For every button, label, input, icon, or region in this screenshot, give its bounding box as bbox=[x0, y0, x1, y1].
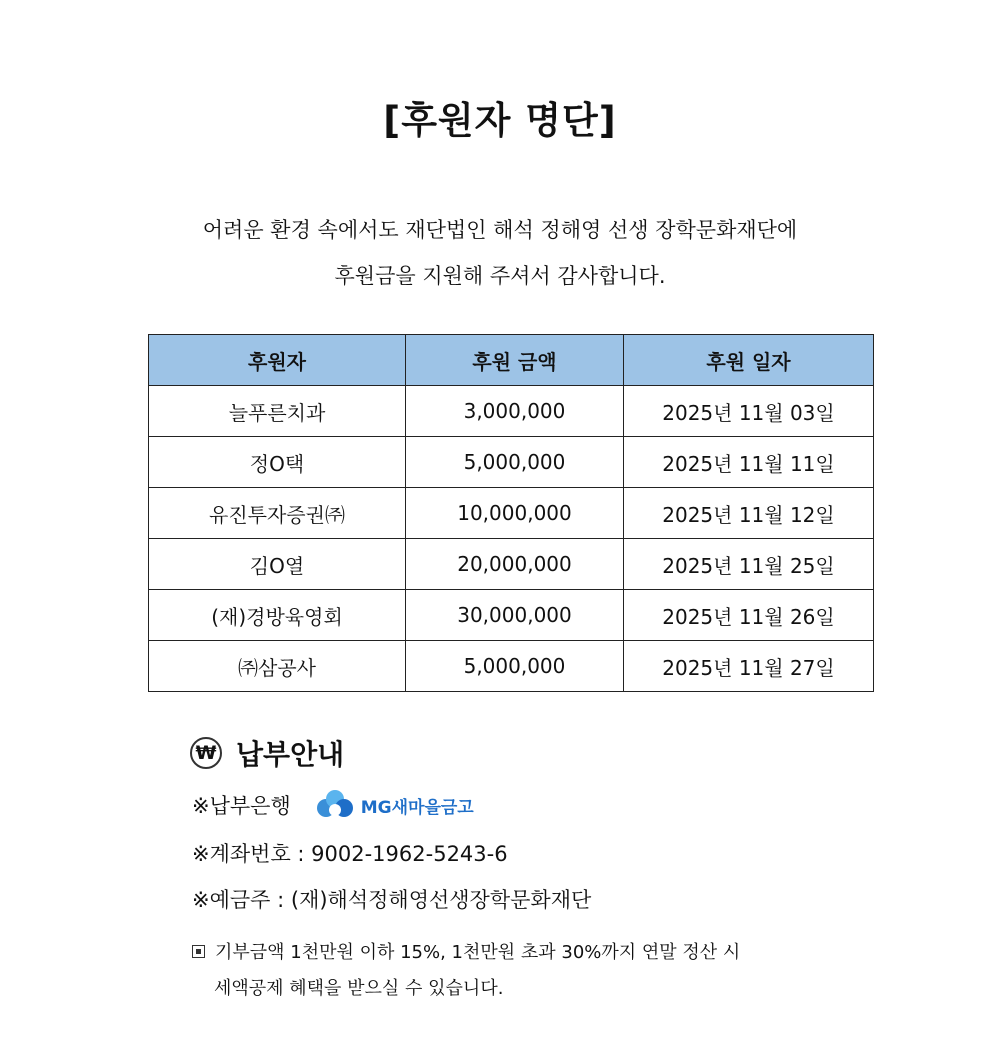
donation-date: 2025년 11월 11일 bbox=[624, 437, 874, 488]
cloud-logo-icon bbox=[315, 788, 355, 822]
donor-table bbox=[148, 334, 874, 692]
donation-amount: 3,000,000 bbox=[406, 386, 624, 437]
mg-bank-logo bbox=[315, 788, 474, 822]
donation-date: 2025년 11월 25일 bbox=[624, 539, 874, 590]
mg-bank-logo-text: MG새마을금고 bbox=[360, 797, 474, 818]
donation-amount: 5,000,000 bbox=[406, 437, 624, 488]
donation-amount: 5,000,000 bbox=[406, 641, 624, 692]
table-header-row bbox=[149, 335, 874, 386]
account-holder: ※예금주 : (재)해석정해영선생장학문화재단 bbox=[192, 888, 592, 912]
donor-name: 김O열 bbox=[149, 539, 406, 590]
donor-name: 유진투자증권㈜ bbox=[149, 488, 406, 539]
donation-date: 2025년 11월 12일 bbox=[624, 488, 874, 539]
donation-date: 2025년 11월 03일 bbox=[624, 386, 874, 437]
won-icon: ₩ bbox=[190, 737, 222, 769]
donation-date: 2025년 11월 27일 bbox=[624, 641, 874, 692]
table-row bbox=[149, 437, 874, 488]
donation-amount: 30,000,000 bbox=[406, 590, 624, 641]
donation-date: 2025년 11월 26일 bbox=[624, 590, 874, 641]
table-row bbox=[149, 590, 874, 641]
tax-note-line-2: 세액공제 혜택을 받으실 수 있습니다. bbox=[214, 978, 504, 999]
table-row bbox=[149, 641, 874, 692]
donation-amount: 10,000,000 bbox=[406, 488, 624, 539]
header-amount: 후원 금액 bbox=[406, 335, 624, 386]
donor-name: (재)경방육영회 bbox=[149, 590, 406, 641]
payment-title: 납부안내 bbox=[236, 738, 345, 771]
square-bullet-icon bbox=[192, 945, 205, 958]
donor-name: 정O택 bbox=[149, 437, 406, 488]
donor-name: ㈜삼공사 bbox=[149, 641, 406, 692]
intro-line-2: 후원금을 지원해 주셔서 감사합니다. bbox=[334, 264, 666, 288]
tax-note-line-1 bbox=[192, 938, 740, 964]
intro-line-1: 어려운 환경 속에서도 재단법인 해석 정해영 선생 장학문화재단에 bbox=[202, 218, 798, 242]
bank-label: ※납부은행 bbox=[192, 794, 291, 818]
bank-info bbox=[192, 788, 474, 822]
payment-heading bbox=[190, 733, 344, 773]
table-row bbox=[149, 539, 874, 590]
donation-amount: 20,000,000 bbox=[406, 539, 624, 590]
tax-note-text-1: 기부금액 1천만원 이하 15%, 1천만원 초과 30%까지 연말 정산 시 bbox=[215, 942, 741, 963]
table-row bbox=[149, 386, 874, 437]
header-date: 후원 일자 bbox=[624, 335, 874, 386]
donor-name: 늘푸른치과 bbox=[149, 386, 406, 437]
table-row bbox=[149, 488, 874, 539]
page-title: [후원자 명단] bbox=[383, 99, 617, 142]
header-donor: 후원자 bbox=[149, 335, 406, 386]
account-number: ※계좌번호 : 9002-1962-5243-6 bbox=[192, 842, 508, 866]
